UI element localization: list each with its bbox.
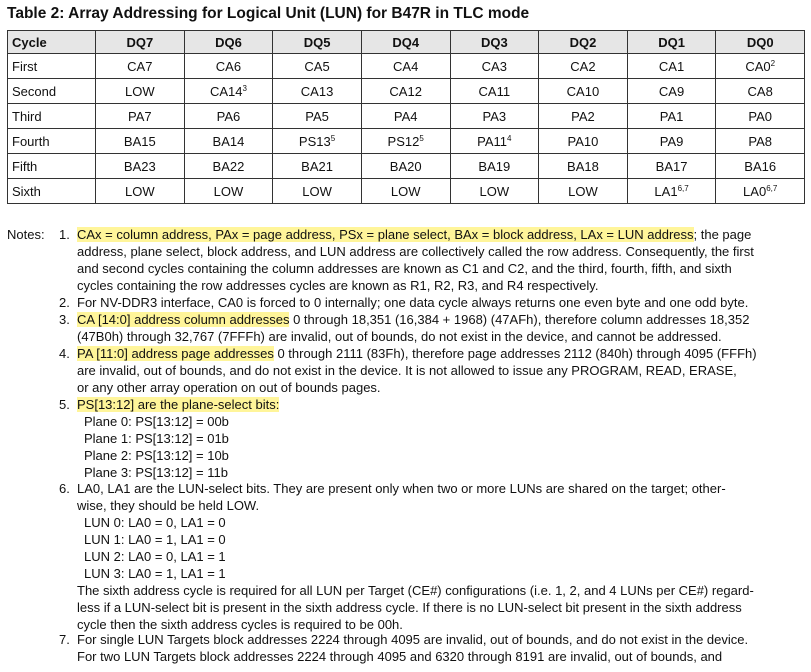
cell-value: CA2 bbox=[570, 58, 596, 74]
cell-value: BA23 bbox=[123, 158, 156, 174]
header-dq1: DQ1 bbox=[627, 31, 716, 54]
cell-value: BA22 bbox=[212, 158, 245, 174]
cell-value: BA15 bbox=[123, 133, 156, 149]
list-item: Plane 0: PS[13:12] = 00b bbox=[84, 414, 229, 429]
footnote-ref: 3 bbox=[242, 83, 247, 93]
address-cell bbox=[450, 104, 539, 129]
address-cell bbox=[450, 54, 539, 79]
cell-value: CA10 bbox=[566, 83, 600, 99]
cell-value: CA4 bbox=[393, 58, 419, 74]
address-cell bbox=[539, 104, 628, 129]
header-dq4: DQ4 bbox=[361, 31, 450, 54]
note-text: address, plane select, block address, and LUN address are collectively called the row address. Consequently, the first bbox=[77, 244, 754, 259]
cell-value: PA9 bbox=[659, 133, 684, 149]
table-caption: Table 2: Array Addressing for Logical Unit (LUN) for B47R in TLC mode bbox=[7, 5, 530, 22]
address-cell bbox=[627, 54, 716, 79]
note-number: 2. bbox=[59, 295, 70, 310]
cell-value: LA1 bbox=[654, 183, 678, 199]
note-1 bbox=[59, 226, 805, 294]
note-text: wise, they should be held LOW. bbox=[77, 498, 260, 513]
address-cell bbox=[450, 179, 539, 204]
address-cell bbox=[627, 79, 716, 104]
note-text: The sixth address cycle is required for all LUN per Target (CE#) configurations (i.e. 1, 2, and 4 LUNs per CE#) regard- bbox=[77, 583, 754, 598]
list-item: LUN 1: LA0 = 1, LA1 = 0 bbox=[84, 532, 226, 547]
address-cell bbox=[627, 154, 716, 179]
header-dq2: DQ2 bbox=[539, 31, 628, 54]
table-row bbox=[8, 104, 805, 129]
cell-value: PA5 bbox=[305, 108, 329, 124]
footnote-ref: 5 bbox=[419, 133, 424, 143]
highlighted-text: CA [14:0] address column addresses bbox=[77, 312, 290, 327]
note-text: are invalid, out of bounds, and do not exist in the device. It is not allowed to issue any PROGRAM, READ, ERASE, bbox=[77, 363, 737, 378]
cell-value: CA7 bbox=[127, 58, 153, 74]
note-text: ; the page bbox=[693, 227, 752, 242]
address-cell bbox=[96, 154, 185, 179]
address-cell bbox=[539, 154, 628, 179]
address-cell bbox=[716, 179, 805, 204]
address-cell bbox=[450, 154, 539, 179]
address-cell bbox=[184, 154, 273, 179]
address-cell bbox=[539, 129, 628, 154]
list-item: LUN 2: LA0 = 0, LA1 = 1 bbox=[84, 549, 226, 564]
address-cell bbox=[361, 54, 450, 79]
cell-value: LOW bbox=[125, 183, 155, 199]
table-row bbox=[8, 179, 805, 204]
cell-value: BA17 bbox=[655, 158, 688, 174]
cell-value: LOW bbox=[390, 183, 421, 199]
address-cell bbox=[627, 129, 716, 154]
address-cell bbox=[184, 104, 273, 129]
note-4 bbox=[59, 345, 805, 396]
highlighted-text: CAx = column address, PAx = page address, PSx = plane select, BAx = block address, LAx = LUN address bbox=[77, 227, 694, 242]
cell-value: BA21 bbox=[301, 158, 333, 174]
cell-value: PA8 bbox=[748, 133, 772, 149]
address-cell bbox=[273, 54, 362, 79]
address-cell bbox=[184, 79, 273, 104]
note-2 bbox=[59, 294, 805, 311]
note-text: and second cycles containing the column addresses are known as C1 and C2, and the third, fourth, fifth, and sixth bbox=[77, 261, 732, 276]
note-text: 0 through 18,351 (16,384 + 1968) (47AFh), therefore column addresses 18,352 bbox=[289, 312, 750, 327]
address-cell bbox=[273, 104, 362, 129]
note-text: 0 through 2111 (83Fh), therefore page addresses 2112 (840h) through 4095 (FFFh) bbox=[273, 346, 757, 361]
note-text: or any other array operation on out of bounds pages. bbox=[77, 380, 381, 395]
cell-value: BA16 bbox=[744, 158, 777, 174]
note-number: 4. bbox=[59, 346, 70, 361]
table-row bbox=[8, 129, 805, 154]
address-cell bbox=[96, 129, 185, 154]
notes-label: Notes: bbox=[7, 227, 45, 242]
list-item: Plane 3: PS[13:12] = 11b bbox=[84, 465, 228, 480]
cell-value: BA18 bbox=[567, 158, 599, 174]
cell-value: CA9 bbox=[658, 83, 685, 99]
cell-value: CA14 bbox=[209, 83, 243, 99]
header-cycle: Cycle bbox=[8, 31, 96, 54]
note-text: LA0, LA1 are the LUN-select bits. They are present only when two or more LUNs are shared on the target; other- bbox=[77, 481, 726, 496]
address-cell bbox=[96, 179, 185, 204]
cell-value: BA14 bbox=[212, 133, 245, 149]
header-dq6: DQ6 bbox=[184, 31, 273, 54]
cell-value: PA0 bbox=[748, 108, 772, 124]
cycle-cell: Third bbox=[8, 104, 96, 129]
note-number: 7. bbox=[59, 632, 70, 647]
cell-value: CA5 bbox=[304, 58, 330, 74]
address-cell bbox=[539, 79, 628, 104]
cell-value: CA12 bbox=[389, 83, 422, 99]
note-number: 5. bbox=[59, 397, 70, 412]
footnote-ref: 6,7 bbox=[766, 183, 778, 193]
address-cell bbox=[96, 54, 185, 79]
address-cell bbox=[539, 179, 628, 204]
cycle-cell: First bbox=[8, 54, 96, 79]
cycle-cell: Fourth bbox=[8, 129, 96, 154]
cell-value: LOW bbox=[568, 183, 598, 199]
address-cell bbox=[273, 179, 362, 204]
table-row bbox=[8, 154, 805, 179]
highlighted-text: PA [11:0] address page addresses bbox=[77, 346, 274, 361]
cell-value: PA4 bbox=[393, 108, 418, 124]
cell-value: CA11 bbox=[478, 83, 511, 99]
note-5 bbox=[59, 396, 805, 481]
header-dq3: DQ3 bbox=[450, 31, 539, 54]
cell-value: LOW bbox=[125, 83, 155, 99]
note-text: cycles containing the row addresses cycles are known as R1, R2, R3, and R4 respectively. bbox=[77, 278, 599, 293]
cell-value: CA8 bbox=[747, 83, 773, 99]
address-cell bbox=[361, 79, 450, 104]
cell-value: PA7 bbox=[128, 108, 152, 124]
address-cell bbox=[539, 54, 628, 79]
cell-value: PS13 bbox=[298, 133, 331, 149]
cell-value: BA20 bbox=[389, 158, 422, 174]
address-cell bbox=[450, 129, 539, 154]
table-row bbox=[8, 79, 805, 104]
note-text: For single LUN Targets block addresses 2224 through 4095 are invalid, out of bounds, and do not exist in the device. bbox=[77, 632, 749, 647]
address-cell bbox=[96, 104, 185, 129]
address-cell bbox=[716, 129, 805, 154]
cell-value: CA13 bbox=[300, 83, 334, 99]
cell-value: CA0 bbox=[745, 58, 771, 74]
cell-value: PS12 bbox=[387, 133, 420, 149]
address-cell bbox=[627, 104, 716, 129]
footnote-ref: 4 bbox=[507, 133, 512, 143]
cycle-cell: Fifth bbox=[8, 154, 96, 179]
address-cell bbox=[361, 154, 450, 179]
address-cell bbox=[361, 104, 450, 129]
address-cell bbox=[450, 79, 539, 104]
list-item: LUN 0: LA0 = 0, LA1 = 0 bbox=[84, 515, 226, 530]
address-cell bbox=[184, 129, 273, 154]
list-item: LUN 3: LA0 = 1, LA1 = 1 bbox=[84, 566, 226, 581]
address-cell bbox=[184, 54, 273, 79]
cell-value: CA3 bbox=[481, 58, 507, 74]
cell-value: BA19 bbox=[478, 158, 511, 174]
address-cell bbox=[716, 104, 805, 129]
note-number: 3. bbox=[59, 312, 70, 327]
note-text: For NV-DDR3 interface, CA0 is forced to 0 internally; one data cycle always returns one even byte and one odd byte. bbox=[77, 295, 749, 310]
address-cell bbox=[361, 179, 450, 204]
cell-value: LOW bbox=[302, 183, 332, 199]
note-7 bbox=[59, 631, 805, 665]
address-cell bbox=[273, 154, 362, 179]
cell-value: PA2 bbox=[571, 108, 595, 124]
address-table bbox=[7, 30, 805, 204]
list-item: Plane 1: PS[13:12] = 01b bbox=[84, 431, 229, 446]
header-dq7: DQ7 bbox=[96, 31, 185, 54]
cell-value: PA3 bbox=[482, 108, 507, 124]
cell-value: CA1 bbox=[658, 58, 685, 74]
highlighted-text: PS[13:12] are the plane-select bits: bbox=[77, 397, 280, 412]
table-row bbox=[8, 54, 805, 79]
cell-value: PA10 bbox=[567, 133, 599, 149]
cell-value: LA0 bbox=[743, 183, 767, 199]
header-dq0: DQ0 bbox=[716, 31, 805, 54]
cycle-cell: Second bbox=[8, 79, 96, 104]
cycle-cell: Sixth bbox=[8, 179, 96, 204]
note-number: 1. bbox=[59, 227, 70, 242]
note-number: 6. bbox=[59, 481, 70, 496]
cell-value: PA11 bbox=[477, 133, 508, 149]
footnote-ref: 2 bbox=[770, 58, 776, 68]
note-6 bbox=[59, 480, 805, 633]
address-cell bbox=[716, 54, 805, 79]
note-text: cycle then the sixth address cycles is required to be 00h. bbox=[77, 617, 403, 632]
address-cell bbox=[273, 129, 362, 154]
note-text: For two LUN Targets block addresses 2224 through 4095 and 6320 through 8191 are invalid, out of bounds, and bbox=[77, 649, 723, 664]
address-cell bbox=[96, 79, 185, 104]
header-dq5: DQ5 bbox=[273, 31, 362, 54]
address-cell bbox=[184, 179, 273, 204]
note-3 bbox=[59, 311, 805, 345]
address-cell bbox=[273, 79, 362, 104]
footnote-ref: 5 bbox=[330, 133, 336, 143]
footnote-ref: 6,7 bbox=[677, 183, 689, 193]
note-text: less if a LUN-select bit is present in the sixth address cycle. If there is no LUN-select bit present in the sixth address bbox=[77, 600, 742, 615]
address-cell bbox=[627, 179, 716, 204]
table-header-row bbox=[8, 31, 805, 54]
cell-value: LOW bbox=[479, 183, 510, 199]
list-item: Plane 2: PS[13:12] = 10b bbox=[84, 448, 229, 463]
address-cell bbox=[716, 79, 805, 104]
address-cell bbox=[361, 129, 450, 154]
cell-value: PA1 bbox=[659, 108, 684, 124]
cell-value: PA6 bbox=[216, 108, 241, 124]
note-text: (47B0h) through 32,767 (7FFFh) are invalid, out of bounds, do not exist in the device, and cannot be addressed. bbox=[77, 329, 722, 344]
cell-value: CA6 bbox=[215, 58, 242, 74]
cell-value: LOW bbox=[213, 183, 244, 199]
address-cell bbox=[716, 154, 805, 179]
